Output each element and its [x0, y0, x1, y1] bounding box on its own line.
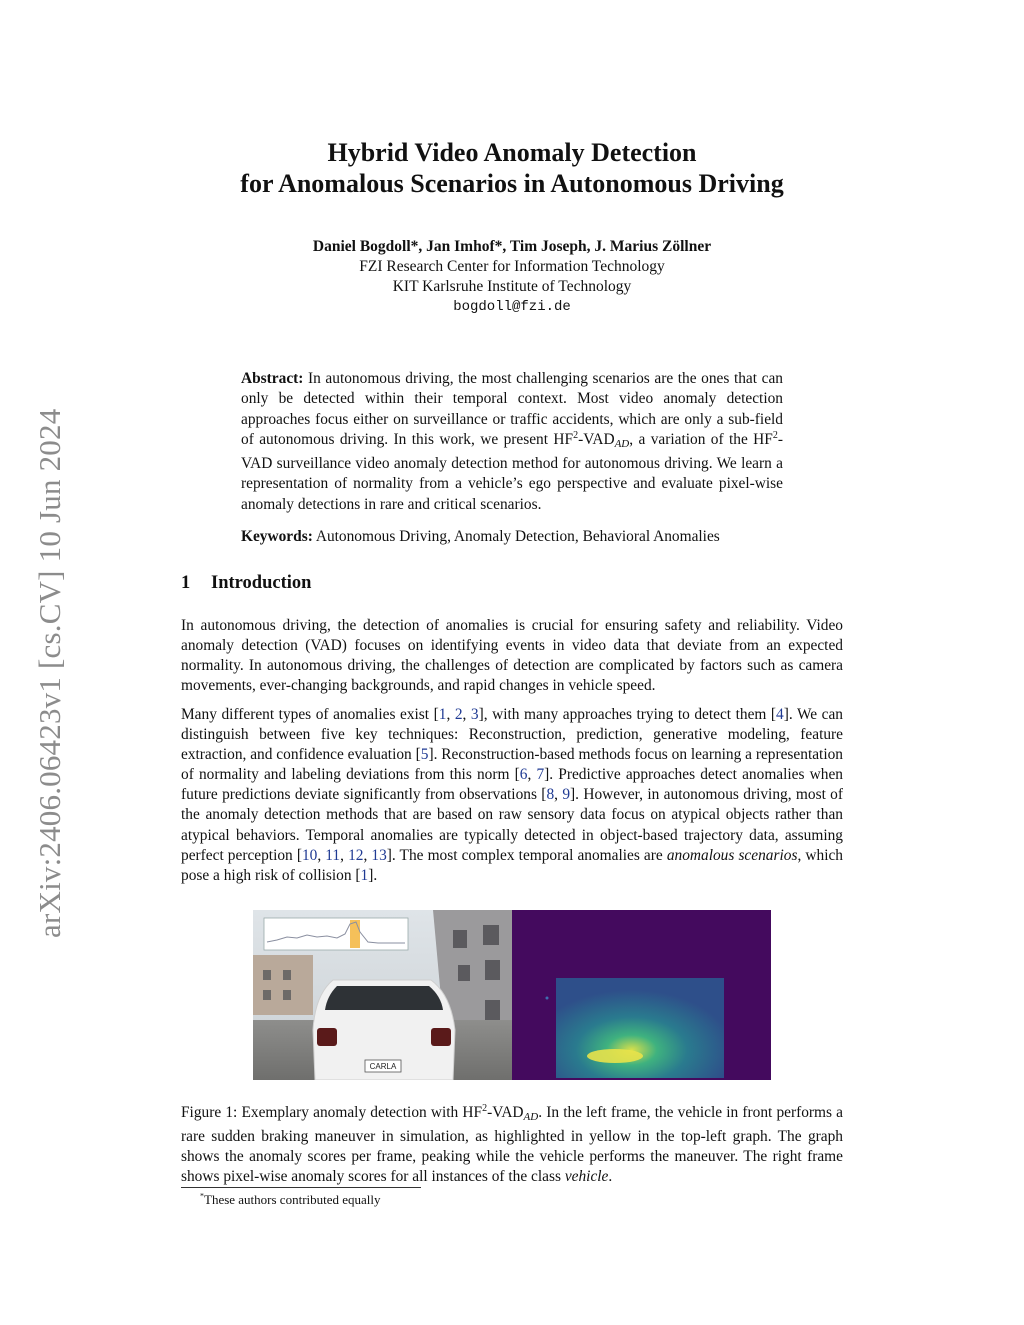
- intro-paragraph-1: [181, 616, 843, 696]
- citation-8[interactable]: 8: [546, 786, 555, 804]
- abstract: [241, 369, 783, 515]
- figure-1-caption: [181, 1103, 843, 1187]
- paper-title: [0, 137, 1024, 199]
- section-title: Introduction: [211, 573, 312, 593]
- intro-p2-f: ]. However, in autonomous driving, most of the anomaly detection methods that are based on raw sensory data focus on atypical objects rather than atypical behaviors. Temporal anomalies are typically detected in object-based trajectory data, assuming perfect perception [: [181, 786, 844, 864]
- caption-b: -VAD: [487, 1104, 524, 1121]
- keywords-text: Autonomous Driving, Anomaly Detection, Behavioral Anomalies: [315, 528, 720, 545]
- keywords: [241, 527, 801, 547]
- title-line-2: for Anomalous Scenarios in Autonomous Driving: [240, 169, 784, 198]
- abstract-sup-2: 2: [772, 429, 778, 441]
- caption-a: Figure 1: Exemplary anomaly detection with HF: [181, 1104, 483, 1121]
- author-email[interactable]: bogdoll@fzi.de: [453, 299, 571, 315]
- figure-1: [253, 910, 771, 1080]
- intro-paragraph-2: Many different types of anomalies exist [1, 2, 3], with many approaches trying to detect them [4]. We can distinguish between five key techniques: Reconstruction, prediction, generative modeling, feature extraction, and confidence evaluation [5]. Reconstruction-based methods focus on learning a representation of normality and labeling deviations from this norm [6, 7]. Predictive approaches detect anomalies when future predictions deviate significantly from observations [8, 9]. However, in autonomous driving, most of the anomaly detection methods that are based on raw sensory data focus on atypical objects rather than atypical behaviors. Temporal anomalies are typically detected in object-based trajectory data, assuming perfect perception [10, 11, 12, 13]. The most complex temporal anomalies are anomalous scenarios, which pose a high risk of collision [1].: [181, 706, 844, 884]
- affiliation-fzi: FZI Research Center for Information Technology: [359, 258, 665, 275]
- intro-p2-b: ], with many approaches trying to detect them [: [478, 706, 777, 723]
- footnote-text: These authors contributed equally: [204, 1192, 381, 1207]
- intro-p2-emphasis: anomalous scenarios: [666, 846, 798, 864]
- abstract-text-c: , a variation of the HF: [629, 430, 773, 448]
- citation-5[interactable]: 5: [420, 746, 429, 764]
- citation-6[interactable]: 6: [519, 766, 528, 784]
- caption-emphasis: vehicle: [564, 1168, 609, 1185]
- caption-sub: AD: [523, 1111, 539, 1123]
- footnote: [200, 1192, 381, 1208]
- caption-d: .: [608, 1168, 613, 1185]
- citation-10[interactable]: 10: [301, 846, 318, 864]
- citation-12[interactable]: 12: [348, 846, 364, 864]
- keywords-label: Keywords:: [241, 528, 313, 545]
- intro-p2-c: ]. We can distinguish between five key techniques: Reconstruction, prediction, generative modeling, feature extraction, and confidence evaluation [: [181, 706, 844, 764]
- footnote-mark: *: [200, 1191, 204, 1201]
- intro-p2-i: ].: [368, 866, 378, 884]
- intro-p2-h: , which pose a high risk of collision [: [181, 846, 843, 884]
- figure-1-image: [253, 910, 771, 1080]
- caption-sup: 2: [482, 1102, 488, 1114]
- caption-c: . In the left frame, the vehicle in front performs a rare sudden braking maneuver in simulation, as highlighted in yellow in the top-left graph. The graph shows the anomaly scores per frame, peaking while the vehicle performs the maneuver. The right frame shows pixel-wise anomaly scores for all instances of the class: [181, 1104, 844, 1185]
- section-number: 1: [181, 573, 191, 593]
- citation-1-repeat[interactable]: 1: [360, 866, 369, 884]
- author-block: [0, 237, 1024, 317]
- arxiv-identifier: arXiv:2406.06423v1 [cs.CV] 10 Jun 2024: [32, 408, 67, 938]
- abstract-text-b: -VAD: [578, 430, 615, 448]
- intro-p2-e: ]. Predictive approaches detect anomalies when future predictions deviate significantly from observations [: [181, 766, 843, 804]
- footnote-rule: [181, 1187, 421, 1188]
- left-frame-driving-scene: [253, 910, 512, 1080]
- citation-13[interactable]: 13: [371, 846, 387, 864]
- citation-9[interactable]: 9: [562, 786, 571, 804]
- citation-7[interactable]: 7: [536, 766, 545, 784]
- intro-p2-g: ]. The most complex temporal anomalies are: [386, 846, 667, 864]
- section-heading: [181, 573, 311, 594]
- right-frame-anomaly-heatmap: [512, 910, 771, 1080]
- abstract-text-a: In autonomous driving, the most challenging scenarios are the ones that can only be detected within their temporal context. Most video anomaly detection approaches focus either on surveillance or traffic accidents, which are only a sub-field of autonomous driving. In this work, we present HF: [241, 370, 783, 448]
- author-names: Daniel Bogdoll*, Jan Imhof*, Tim Joseph, J. Marius Zöllner: [312, 238, 712, 255]
- abstract-text-d: -VAD surveillance video anomaly detection method for autonomous driving. We learn a representation of normality from a vehicle’s ego perspective and evaluate pixel-wise anomaly detections in rare and critical scenarios.: [241, 430, 783, 513]
- abstract-sub: AD: [614, 437, 630, 450]
- intro-p1-text: In autonomous driving, the detection of anomalies is crucial for ensuring safety and reliability. Video anomaly detection (VAD) focuses on identifying events in video data that deviate from an expected normality. In autonomous driving, the challenges of detection are complicated by factors such as camera movements, ever-changing backgrounds, and rapid changes in vehicle speed.: [181, 617, 843, 695]
- intro-p2-a: Many different types of anomalies exist [: [181, 706, 439, 723]
- license-plate-text: CARLA: [369, 1062, 397, 1071]
- intro-p2-d: ]. Reconstruction-based methods focus on learning a representation of normality and labeling deviations from this norm [: [181, 746, 844, 784]
- title-line-1: Hybrid Video Anomaly Detection: [327, 138, 697, 167]
- affiliation-kit: KIT Karlsruhe Institute of Technology: [392, 278, 632, 295]
- citation-11[interactable]: 11: [325, 846, 341, 864]
- abstract-label: Abstract:: [241, 370, 304, 387]
- abstract-sup-1: 2: [573, 429, 579, 441]
- citation-4[interactable]: 4: [776, 706, 784, 723]
- citation-2[interactable]: 2: [454, 706, 463, 723]
- anomaly-peak-highlight: [350, 920, 360, 948]
- citation-3[interactable]: 3: [470, 706, 479, 723]
- anomaly-score-inset-graph: [264, 918, 408, 950]
- citation-1[interactable]: 1: [438, 706, 447, 723]
